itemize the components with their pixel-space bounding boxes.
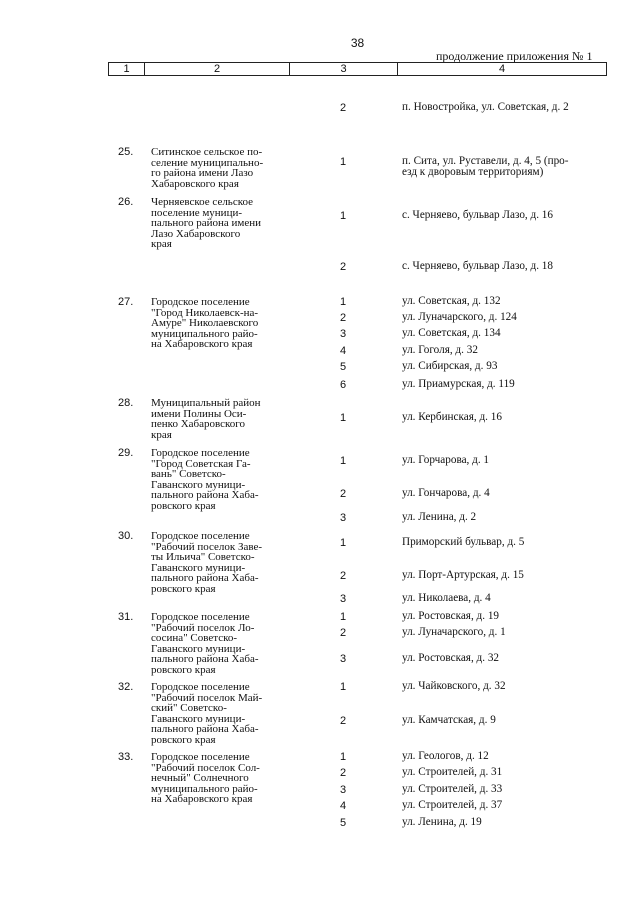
row-number: 30. — [118, 530, 134, 542]
address-text: ул. Ростовская, д. 32 — [402, 652, 500, 664]
address-text: ул. Ленина, д. 19 — [402, 816, 482, 828]
address-text: ул. Горчарова, д. 1 — [402, 454, 490, 466]
district-name: Городское поселение "Город Советская Га- вань" Советско- Гаванского муници- пального района Хаба- ровского края — [151, 447, 259, 512]
address-index: 4 — [340, 345, 347, 357]
address-text: п. Новостройка, ул. Советская, д. 2 — [402, 101, 569, 113]
address-index: 5 — [340, 817, 347, 829]
address-index: 1 — [340, 751, 347, 763]
address-index: 1 — [340, 412, 347, 424]
column-header-1: 1 — [109, 63, 145, 75]
address-text: ул. Геологов, д. 12 — [402, 750, 489, 762]
address-index: 1 — [340, 210, 347, 222]
address-index: 4 — [340, 800, 347, 812]
address-index: 1 — [340, 611, 347, 623]
row-number: 31. — [118, 611, 134, 623]
address-text: ул. Строителей, д. 31 — [402, 766, 503, 778]
address-index: 1 — [340, 681, 347, 693]
address-index: 1 — [340, 537, 347, 549]
column-header-2: 2 — [145, 63, 290, 75]
column-header-3: 3 — [290, 63, 398, 75]
address-index: 3 — [340, 653, 347, 665]
row-number: 32. — [118, 681, 134, 693]
address-text: ул. Советская, д. 134 — [402, 327, 501, 339]
column-header-4: 4 — [498, 63, 506, 75]
address-index: 2 — [340, 102, 347, 114]
address-text: с. Черняево, бульвар Лазо, д. 18 — [402, 260, 553, 272]
address-text: ул. Приамурская, д. 119 — [402, 378, 515, 390]
address-index: 3 — [340, 512, 347, 524]
address-text: ул. Порт-Артурская, д. 15 — [402, 569, 524, 581]
address-text: ул. Луначарского, д. 1 — [402, 626, 506, 638]
address-text: ул. Гончарова, д. 4 — [402, 487, 490, 499]
table-header — [108, 62, 607, 76]
address-index: 3 — [340, 593, 347, 605]
address-index: 2 — [340, 312, 347, 324]
address-index: 2 — [340, 570, 347, 582]
address-text: ул. Строителей, д. 33 — [402, 783, 503, 795]
district-name: Городское поселение "Город Николаевск-на- Амуре" Николаевского муниципального райо- на Хабаровского края — [151, 296, 259, 351]
address-text: Приморский бульвар, д. 5 — [402, 536, 525, 548]
address-text: ул. Кербинская, д. 16 — [402, 411, 502, 423]
district-name: Городское поселение "Рабочий поселок Заве- ты Ильича" Советско- Гаванского муници- пального района Хаба- ровского края — [151, 530, 263, 595]
address-index: 1 — [340, 455, 347, 467]
address-text: ул. Камчатская, д. 9 — [402, 714, 496, 726]
address-index: 2 — [340, 767, 347, 779]
address-index: 2 — [340, 627, 347, 639]
address-text: ул. Советская, д. 132 — [402, 295, 501, 307]
address-index: 1 — [340, 296, 347, 308]
page-number: 38 — [350, 36, 365, 50]
address-text: ул. Строителей, д. 37 — [402, 799, 503, 811]
continuation-note: продолжение приложения № 1 — [436, 49, 593, 63]
district-name: Муниципальный район имени Полины Оси- пенко Хабаровского края — [151, 397, 261, 441]
address-index: 3 — [340, 328, 347, 340]
address-text: с. Черняево, бульвар Лазо, д. 16 — [402, 209, 553, 221]
address-index: 3 — [340, 784, 347, 796]
address-index: 2 — [340, 715, 347, 727]
address-text: ул. Николаева, д. 4 — [402, 592, 491, 604]
address-text: ул. Гоголя, д. 32 — [402, 344, 478, 356]
row-number: 28. — [118, 397, 134, 409]
address-text: ул. Ростовская, д. 19 — [402, 610, 500, 622]
address-index: 2 — [340, 488, 347, 500]
district-name: Городское поселение "Рабочий поселок Май- ский" Советско- Гаванского муници- пального района Хаба- ровского края — [151, 681, 263, 746]
row-number: 25. — [118, 146, 134, 158]
address-index: 5 — [340, 361, 347, 373]
row-number: 26. — [118, 196, 134, 208]
district-name: Черняевское сельское поселение муници- пального района имени Лазо Хабаровского края — [151, 196, 262, 251]
address-index: 2 — [340, 261, 347, 273]
district-name: Городское поселение "Рабочий поселок Сол- нечный" Солнечного муниципального райо- на Хабаровского края — [151, 751, 260, 806]
row-number: 27. — [118, 296, 134, 308]
district-name: Ситинское сельское по- селение муниципально- го района имени Лазо Хабаровского края — [151, 146, 264, 190]
address-index: 6 — [340, 379, 347, 391]
address-index: 1 — [340, 156, 347, 168]
address-text: ул. Сибирская, д. 93 — [402, 360, 498, 372]
district-name: Городское поселение "Рабочий поселок Ло- сосина" Советско- Гаванского муници- пального района Хаба- ровского края — [151, 611, 259, 676]
row-number: 33. — [118, 751, 134, 763]
row-number: 29. — [118, 447, 134, 459]
address-text: ул. Ленина, д. 2 — [402, 511, 477, 523]
address-text: п. Сита, ул. Руставели, д. 4, 5 (про- езд к дворовым территориям) — [402, 155, 569, 178]
address-text: ул. Чайковского, д. 32 — [402, 680, 506, 692]
address-text: ул. Луначарского, д. 124 — [402, 311, 517, 323]
